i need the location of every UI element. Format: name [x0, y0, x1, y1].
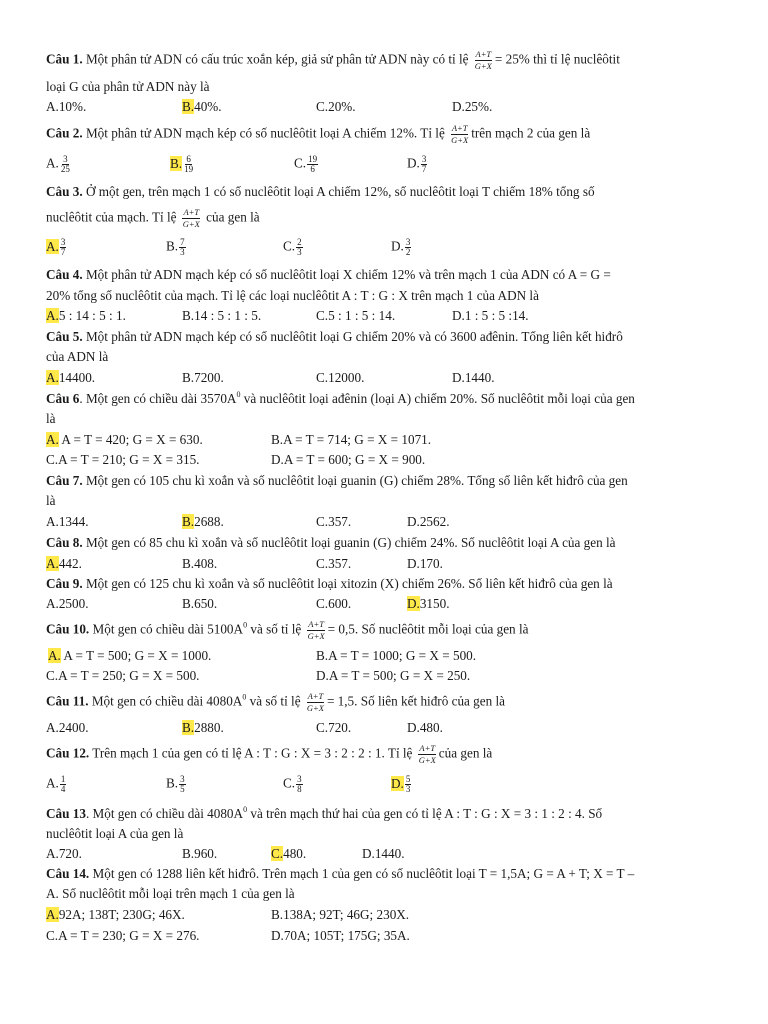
option-letter: A. [46, 432, 59, 447]
option-letter: C. [316, 596, 329, 611]
option-letter: A. [46, 308, 59, 323]
question-text: Một phân tử ADN có cấu trúc xoắn kép, giả sử phân tử ADN này có tỉ lệ [82, 51, 472, 67]
option-letter: C. [316, 514, 329, 529]
option-letter: A. [48, 648, 61, 663]
option-text: 1 : 5 : 5 :14. [464, 308, 529, 323]
option-text: 720. [58, 846, 82, 861]
answer-option-a [46, 846, 82, 862]
option-fraction [405, 775, 412, 794]
answer-option-a [46, 514, 89, 530]
fraction-numerator: A+T [308, 619, 324, 629]
answer-option-c [316, 308, 395, 324]
answer-option-b [182, 370, 224, 386]
superscript: 0 [243, 620, 248, 630]
question-text: Một gen có 1288 liên kết hiđrô. Trên mạch 1 của gen có số nuclêôtit loại T = 1,5A; G = A + T; X = T – [89, 866, 635, 881]
answer-option-b [182, 308, 261, 324]
answer-option-d [452, 308, 529, 324]
question-12-options [46, 774, 746, 794]
option-text: A = T = 600; G = X = 900. [283, 452, 426, 467]
question-text: và số tỉ lệ [247, 621, 305, 637]
option-letter: C. [316, 99, 329, 114]
answer-option-c [316, 596, 351, 612]
answer-option-b [271, 432, 431, 448]
fraction-denominator: 2 [405, 247, 411, 257]
fraction-denominator: G+X [474, 61, 492, 71]
question-text: của gen là [438, 745, 493, 761]
question-text: Trên mạch 1 của gen có tỉ lệ A : T : G : X = 3 : 2 : 2 : 1. Tỉ lệ [89, 745, 416, 761]
fraction [307, 620, 326, 641]
answer-option-a [46, 907, 185, 923]
question-7-line-1 [46, 473, 628, 489]
answer-option-c [271, 846, 306, 862]
answer-option-a [46, 99, 86, 115]
question-label: Câu 1. [46, 51, 83, 67]
option-text: 2562. [419, 514, 450, 529]
answer-option-b [316, 648, 476, 664]
fraction-numerator: A+T [419, 743, 436, 753]
question-12-line-1 [46, 744, 492, 765]
fraction-denominator: 7 [60, 247, 66, 257]
answer-option-d [452, 99, 492, 115]
question-text: trên mạch 2 của gen là [471, 125, 591, 141]
question-3-line-2 [46, 208, 260, 229]
question-label: Câu 9. [46, 576, 83, 591]
answer-option-b [182, 514, 224, 530]
question-8-options [46, 556, 746, 572]
question-label: Câu 2. [46, 125, 83, 141]
fraction-denominator: 19 [184, 164, 194, 174]
option-fraction [60, 775, 67, 794]
question-label: Câu 5. [46, 329, 83, 344]
question-text: Một phân tử ADN mạch kép có số nuclêôtit loại A chiếm 12%. Tỉ lệ [82, 125, 449, 141]
question-14-options-row-2 [46, 928, 746, 944]
option-text: 1440. [374, 846, 405, 861]
option-letter: C. [316, 370, 329, 385]
option-fraction [296, 775, 303, 794]
question-4-options [46, 308, 746, 324]
option-letter: B. [271, 432, 284, 447]
option-text: 10%. [58, 99, 87, 114]
question-text: Một phân tử ADN mạch kép có số nuclêôtit loại G chiếm 20% và có 3600 ađênin. Tổng liên kết hiđrô [82, 329, 623, 344]
option-letter: B. [182, 99, 195, 114]
question-text: và nuclêôtit loại ađênin (loại A) chiếm 20%. Số nuclêôtit mỗi loại của gen [240, 391, 635, 406]
answer-option-d [407, 155, 427, 174]
answer-option-d [407, 596, 450, 612]
answer-option-c [316, 370, 364, 386]
option-text: 1440. [464, 370, 495, 385]
question-11-options [46, 720, 746, 736]
superscript: 0 [242, 692, 247, 702]
option-letter: D. [407, 720, 420, 735]
option-letter: D. [407, 556, 420, 571]
question-6-line-2: là [46, 411, 56, 426]
fraction-numerator: A+T [307, 691, 324, 701]
question-10-options-row-2 [46, 668, 746, 684]
option-text: 1344. [58, 514, 89, 529]
option-letter: D. [407, 596, 420, 611]
answer-option-a [46, 308, 126, 324]
question-label: Câu 7. [46, 473, 83, 488]
option-letter: D. [407, 514, 420, 529]
answer-option-c [46, 928, 199, 944]
question-text: = 0,5. Số nuclêôtit mỗi loại của gen là [327, 621, 529, 637]
option-text: A = T = 500; G = X = 250. [328, 668, 471, 683]
option-letter: B. [166, 775, 179, 791]
fraction-numerator: 3 [60, 237, 66, 247]
question-13-line-2: nuclêôtit loại A của gen là [46, 826, 184, 841]
option-text: 25%. [464, 99, 493, 114]
answer-option-b [182, 596, 217, 612]
question-2-options [46, 154, 746, 174]
option-letter: D. [452, 99, 465, 114]
question-label: Câu 8. [46, 535, 83, 550]
question-text: của gen là [202, 209, 260, 225]
superscript: 0 [236, 390, 241, 399]
question-5-line-1 [46, 329, 623, 345]
option-fraction [296, 238, 303, 257]
answer-option-d [271, 452, 425, 468]
option-letter: D. [316, 668, 329, 683]
option-letter: C. [316, 556, 329, 571]
option-letter: D. [391, 238, 404, 254]
option-letter: A. [46, 846, 59, 861]
option-letter: A. [46, 514, 59, 529]
option-letter: B. [182, 846, 195, 861]
question-text: Một gen có chiều dài 5100A [89, 621, 244, 637]
answer-option-a [46, 596, 89, 612]
option-letter: C. [283, 775, 296, 791]
option-letter: D. [407, 155, 420, 171]
fraction-denominator: G+X [182, 219, 200, 229]
option-letter: C. [316, 720, 329, 735]
answer-option-c [46, 452, 199, 468]
option-letter: B. [182, 370, 195, 385]
fraction-denominator: G+X [306, 703, 324, 713]
fraction-numerator: 3 [297, 774, 302, 784]
option-text: 14 : 5 : 1 : 5. [194, 308, 262, 323]
option-letter: C. [46, 928, 59, 943]
option-letter: A. [46, 556, 59, 571]
option-letter: B. [271, 907, 284, 922]
fraction-denominator: 6 [310, 164, 315, 174]
fraction-numerator: 3 [421, 154, 427, 164]
question-label: Câu 13 [46, 806, 86, 821]
option-letter: D. [452, 308, 465, 323]
question-1-line-1 [46, 50, 620, 71]
answer-option-d [391, 775, 411, 794]
question-label: Câu 14. [46, 866, 90, 881]
question-text: và số tỉ lệ [246, 693, 304, 709]
answer-option-b [271, 907, 409, 923]
answer-option-c [316, 556, 351, 572]
option-fraction [405, 238, 412, 257]
answer-option-b [170, 155, 194, 174]
option-fraction [307, 155, 318, 174]
answer-option-b [182, 99, 222, 115]
question-4-line-2: 20% tổng số nuclêôtit của mạch. Tỉ lệ các loại nuclêôtit A : T : G : X trên mạch 1 của ADN là [46, 288, 539, 303]
option-text: 2400. [58, 720, 89, 735]
question-text: = 25% thì tỉ lệ nuclêôtit [494, 51, 620, 67]
option-letter: B. [166, 238, 179, 254]
option-fraction [179, 238, 186, 257]
option-letter: B. [182, 308, 195, 323]
fraction-numerator: 6 [186, 154, 191, 164]
option-letter: B. [316, 648, 329, 663]
option-letter: A. [46, 238, 59, 254]
option-text: 5 : 1 : 5 : 14. [328, 308, 396, 323]
answer-option-d [407, 720, 443, 736]
question-text: Một gen có chiều dài 4080A [88, 693, 243, 709]
answer-option-c [294, 155, 318, 174]
option-letter: B. [170, 155, 183, 171]
question-text: nuclêôtit của mạch. Tỉ lệ [46, 209, 180, 225]
fraction [450, 124, 469, 145]
answer-option-b [182, 556, 217, 572]
fraction-numerator: 5 [405, 774, 411, 784]
option-letter: B. [182, 720, 195, 735]
answer-option-a [46, 720, 89, 736]
fraction-numerator: 3 [405, 237, 411, 247]
question-label: Câu 6 [46, 391, 80, 406]
option-letter: C. [271, 846, 284, 861]
question-9-line-1 [46, 576, 613, 592]
fraction-numerator: 3 [180, 774, 185, 784]
option-letter: D. [271, 928, 284, 943]
fraction-denominator: G+X [307, 631, 325, 641]
question-text: Một phân tử ADN mạch kép có số nuclêôtit loại X chiếm 12% và trên mạch 1 của ADN có A = G = [82, 267, 611, 282]
question-3-options [46, 237, 746, 257]
answer-option-b [182, 846, 217, 862]
fraction [474, 50, 493, 71]
option-letter: D. [452, 370, 465, 385]
fraction-denominator: 3 [180, 247, 185, 257]
answer-option-d [316, 668, 470, 684]
option-text: 650. [194, 596, 218, 611]
option-text: 92A; 138T; 230G; 46X. [58, 907, 185, 922]
option-text: A = T = 420; G = X = 630. [58, 432, 203, 447]
option-text: 14400. [58, 370, 96, 385]
question-text: . Một gen có chiều dài 4080A [85, 806, 244, 821]
option-letter: C. [46, 452, 59, 467]
answer-option-b [166, 238, 186, 257]
option-letter: D. [391, 775, 404, 791]
option-letter: A. [46, 99, 59, 114]
option-letter: A. [46, 775, 59, 791]
question-label: Câu 10. [46, 621, 90, 637]
answer-option-d [452, 370, 495, 386]
option-text: 442. [58, 556, 82, 571]
answer-option-c [316, 514, 351, 530]
fraction-denominator: 7 [421, 164, 427, 174]
option-text: 138A; 92T; 46G; 230X. [283, 907, 410, 922]
fraction-numerator: 7 [180, 237, 185, 247]
answer-option-c [316, 720, 351, 736]
option-text: 408. [194, 556, 218, 571]
answer-option-d [407, 514, 450, 530]
option-letter: C. [316, 308, 329, 323]
question-10-line-1 [46, 620, 528, 641]
question-10-options-row-1 [46, 648, 746, 664]
question-7-line-2: là [46, 493, 56, 508]
question-text: = 1,5. Số liên kết hiđrô của gen là [326, 693, 506, 709]
option-fraction [179, 775, 186, 794]
option-letter: C. [283, 238, 296, 254]
option-text: 2688. [194, 514, 224, 529]
option-text: 12000. [328, 370, 365, 385]
fraction [306, 692, 325, 713]
option-text: 720. [328, 720, 352, 735]
option-text: 2500. [58, 596, 89, 611]
question-text: Một gen có 125 chu kì xoắn và số nuclêôtit loại xitozin (X) chiếm 26%. Số liên kết hiđrô của gen là [82, 576, 613, 591]
option-text: 20%. [328, 99, 356, 114]
answer-option-c [316, 99, 356, 115]
option-letter: D. [271, 452, 284, 467]
option-text: A = T = 714; G = X = 1071. [283, 432, 432, 447]
question-label: Câu 4. [46, 267, 83, 282]
fraction-numerator: 3 [63, 154, 68, 164]
fraction-denominator: 8 [297, 784, 302, 794]
answer-option-a [46, 238, 66, 257]
question-13-line-1 [46, 806, 602, 822]
option-letter: C. [46, 668, 59, 683]
fraction-numerator: 2 [297, 237, 302, 247]
fraction-numerator: A+T [475, 49, 492, 59]
answer-option-a [48, 648, 211, 664]
fraction-denominator: G+X [418, 755, 436, 765]
option-letter: A. [46, 596, 59, 611]
question-5-options [46, 370, 746, 386]
question-text: Một gen có 105 chu kì xoắn và số nuclêôtit loại guanin (G) chiếm 28%. Tổng số liên kết hiđrô của gen [82, 473, 628, 488]
option-text: 170. [419, 556, 443, 571]
question-13-options [46, 846, 746, 862]
option-letter: A. [46, 370, 59, 385]
option-text: 357. [328, 514, 352, 529]
fraction-denominator: 25 [60, 164, 70, 174]
option-text: A = T = 1000; G = X = 500. [328, 648, 477, 663]
option-text: 7200. [194, 370, 224, 385]
option-letter: B. [182, 596, 195, 611]
option-fraction [60, 238, 67, 257]
question-text: . Một gen có chiều dài 3570A [79, 391, 237, 406]
fraction-denominator: 3 [405, 784, 411, 794]
option-text: 480. [419, 720, 443, 735]
question-1-options [46, 99, 746, 115]
question-label: Câu 11. [46, 693, 89, 709]
question-5-line-2: của ADN là [46, 349, 109, 364]
option-letter: A. [46, 907, 59, 922]
question-14-line-2: A. Số nuclêôtit mỗi loại trên mạch 1 của gen là [46, 886, 295, 901]
option-text: 3150. [419, 596, 450, 611]
answer-option-a [46, 155, 71, 174]
option-letter: A. [46, 720, 59, 735]
question-11-line-1 [46, 692, 505, 713]
question-8-line-1 [46, 535, 616, 551]
answer-option-a [46, 556, 82, 572]
option-text: 960. [194, 846, 218, 861]
question-text: Một gen có 85 chu kì xoắn và số nuclêôtit loại guanin (G) chiếm 24%. Số nuclêôtit loại A của gen là [82, 535, 616, 550]
answer-option-a [46, 370, 95, 386]
question-2-line-1 [46, 124, 590, 145]
question-4-line-1 [46, 267, 611, 283]
option-text: A = T = 500; G = X = 1000. [60, 648, 212, 663]
option-fraction [183, 155, 194, 174]
question-7-options [46, 514, 746, 530]
question-text: Ở một gen, trên mạch 1 có số nuclêôtit loại A chiếm 12%, số nuclêôtit loại T chiếm 18% tổng số [82, 184, 595, 199]
answer-option-d [271, 928, 410, 944]
answer-option-d [407, 556, 443, 572]
answer-option-c [283, 238, 303, 257]
question-6-options-row-1 [46, 432, 746, 448]
option-text: 2880. [194, 720, 224, 735]
answer-option-b [182, 720, 224, 736]
question-1-line-2: loại G của phân tử ADN này là [46, 79, 210, 94]
fraction-numerator: A+T [451, 123, 468, 133]
fraction-numerator: 1 [60, 774, 66, 784]
option-fraction [60, 155, 71, 174]
fraction-denominator: G+X [451, 135, 469, 145]
question-label: Câu 12. [46, 745, 90, 761]
option-letter: C. [294, 155, 307, 171]
option-text: 5 : 14 : 5 : 1. [58, 308, 126, 323]
option-text: 70A; 105T; 175G; 35A. [283, 928, 410, 943]
question-text: và trên mạch thứ hai của gen có tỉ lệ A : T : G : X = 3 : 1 : 2 : 4. Số [247, 806, 603, 821]
fraction-denominator: 3 [297, 247, 302, 257]
question-label: Câu 3. [46, 184, 83, 199]
answer-option-b [166, 775, 186, 794]
answer-option-c [283, 775, 303, 794]
question-6-options-row-2 [46, 452, 746, 468]
question-9-options [46, 596, 746, 612]
option-text: A = T = 250; G = X = 500. [58, 668, 200, 683]
option-text: A = T = 210; G = X = 315. [58, 452, 200, 467]
option-letter: A. [46, 155, 59, 171]
answer-option-c [46, 668, 199, 684]
question-14-line-1 [46, 866, 634, 882]
option-letter: B. [182, 514, 195, 529]
option-text: 40%. [194, 99, 222, 114]
answer-option-d [391, 238, 411, 257]
question-14-options-row-1 [46, 907, 746, 923]
option-text: 357. [328, 556, 352, 571]
fraction-denominator: 4 [60, 784, 66, 794]
option-letter: D. [362, 846, 375, 861]
superscript: 0 [243, 805, 248, 814]
option-text: A = T = 230; G = X = 276. [58, 928, 200, 943]
question-6-line-1 [46, 391, 635, 407]
answer-option-a [46, 775, 66, 794]
fraction [418, 744, 437, 765]
answer-option-d [362, 846, 405, 862]
fraction-numerator: 19 [308, 154, 318, 164]
fraction-denominator: 5 [180, 784, 185, 794]
fraction-numerator: A+T [183, 207, 200, 217]
option-text: 480. [283, 846, 307, 861]
question-3-line-1 [46, 184, 595, 200]
option-letter: B. [182, 556, 195, 571]
fraction [182, 208, 201, 229]
option-text: 600. [328, 596, 352, 611]
answer-option-a [46, 432, 203, 448]
option-fraction [421, 155, 428, 174]
